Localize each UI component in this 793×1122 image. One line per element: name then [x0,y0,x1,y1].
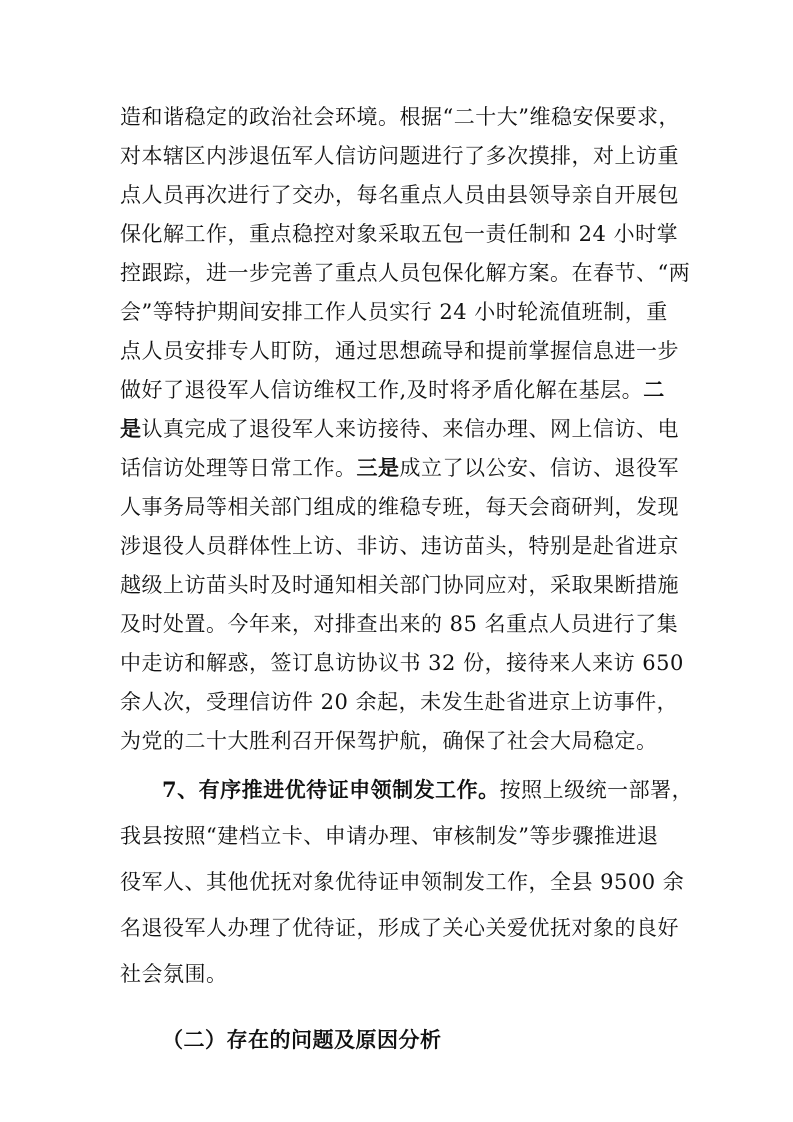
paragraph-line [120,862,685,902]
paragraph-line: 点人员再次进行了交办，每名重点人员由县领导亲自开展包 [120,183,679,207]
line-text: 役军人、其他优抚对象优待证申领制发工作，全县 9500 余 [120,870,685,894]
paragraph-line: 人事务局等相关部门组成的维稳专班，每天会商研判，发现 [120,495,679,519]
paragraph-line: 涉退役人员群体性上访、非访、违访苗头，特别是赴省进京 [120,534,679,558]
paragraph-line: 保化解工作，重点稳控对象采取五包一责任制和 24 小时掌 [120,222,679,246]
line-text: 做好了退役军人信访维权工作,及时将矛盾化解在基层。 [120,378,644,402]
paragraph-line [162,770,694,810]
line-text: 话信访处理等日常工作。 [120,456,357,480]
paragraph-line: 造和谐稳定的政治社会环境。根据“二十大”维稳安保要求， [120,105,680,129]
paragraph-line [120,370,676,410]
line-text: 名退役军人办理了优待证，形成了关心关爱优抚对象的良好 [120,916,679,940]
line-text: 成立了以公安、信访、退役军 [399,456,679,480]
bold-lead: 7、有序推进优待证申领制发工作。 [162,777,500,802]
bold-lead: （二）存在的问题及原因分析 [162,1027,442,1052]
line-text: 认真完成了退役军人来访接待、来信办理、网上信访、电 [141,417,679,441]
paragraph-line: 控跟踪，进一步完善了重点人员包保化解方案。在春节、“两 [120,261,691,285]
paragraph-line: 点人员安排专人盯防，通过思想疏导和提前掌握信息进一步 [120,339,679,363]
paragraph-line [120,409,679,449]
line-text: 我县按照“建档立卡、申请办理、审核制发”等步骤推进退 [120,824,659,848]
paragraph-line: 余人次，受理信访件 20 余起，未发生赴省进京上访事件， [120,690,679,714]
bold-lead: 二 [643,377,665,402]
paragraph-line: 为党的二十大胜利召开保驾护航，确保了社会大局稳定。 [120,729,658,753]
line-text: 社会氛围。 [120,962,228,986]
paragraph-line [120,954,676,994]
paragraph-line: 越级上访苗头时及时通知相关部门协同应对，采取果断措施 [120,573,679,597]
paragraph-line: 对本辖区内涉退伍军人信访问题进行了多次摸排，对上访重 [120,144,679,168]
paragraph-line: 会”等特护期间安排工作人员实行 24 小时轮流值班制，重 [120,300,668,324]
bold-lead: 是 [120,416,142,441]
section-heading [162,1020,718,1060]
paragraph-line [120,908,679,948]
paragraph-line: 及时处置。今年来，对排查出来的 85 名重点人员进行了集 [120,612,679,636]
paragraph-line [120,448,679,488]
paragraph-line: 中走访和解惑，签订息访协议书 32 份，接待来人来访 650 [120,651,684,675]
bold-lead: 三是 [356,455,400,480]
paragraph-line [120,816,676,856]
line-text: 按照上级统一部署， [499,778,694,802]
